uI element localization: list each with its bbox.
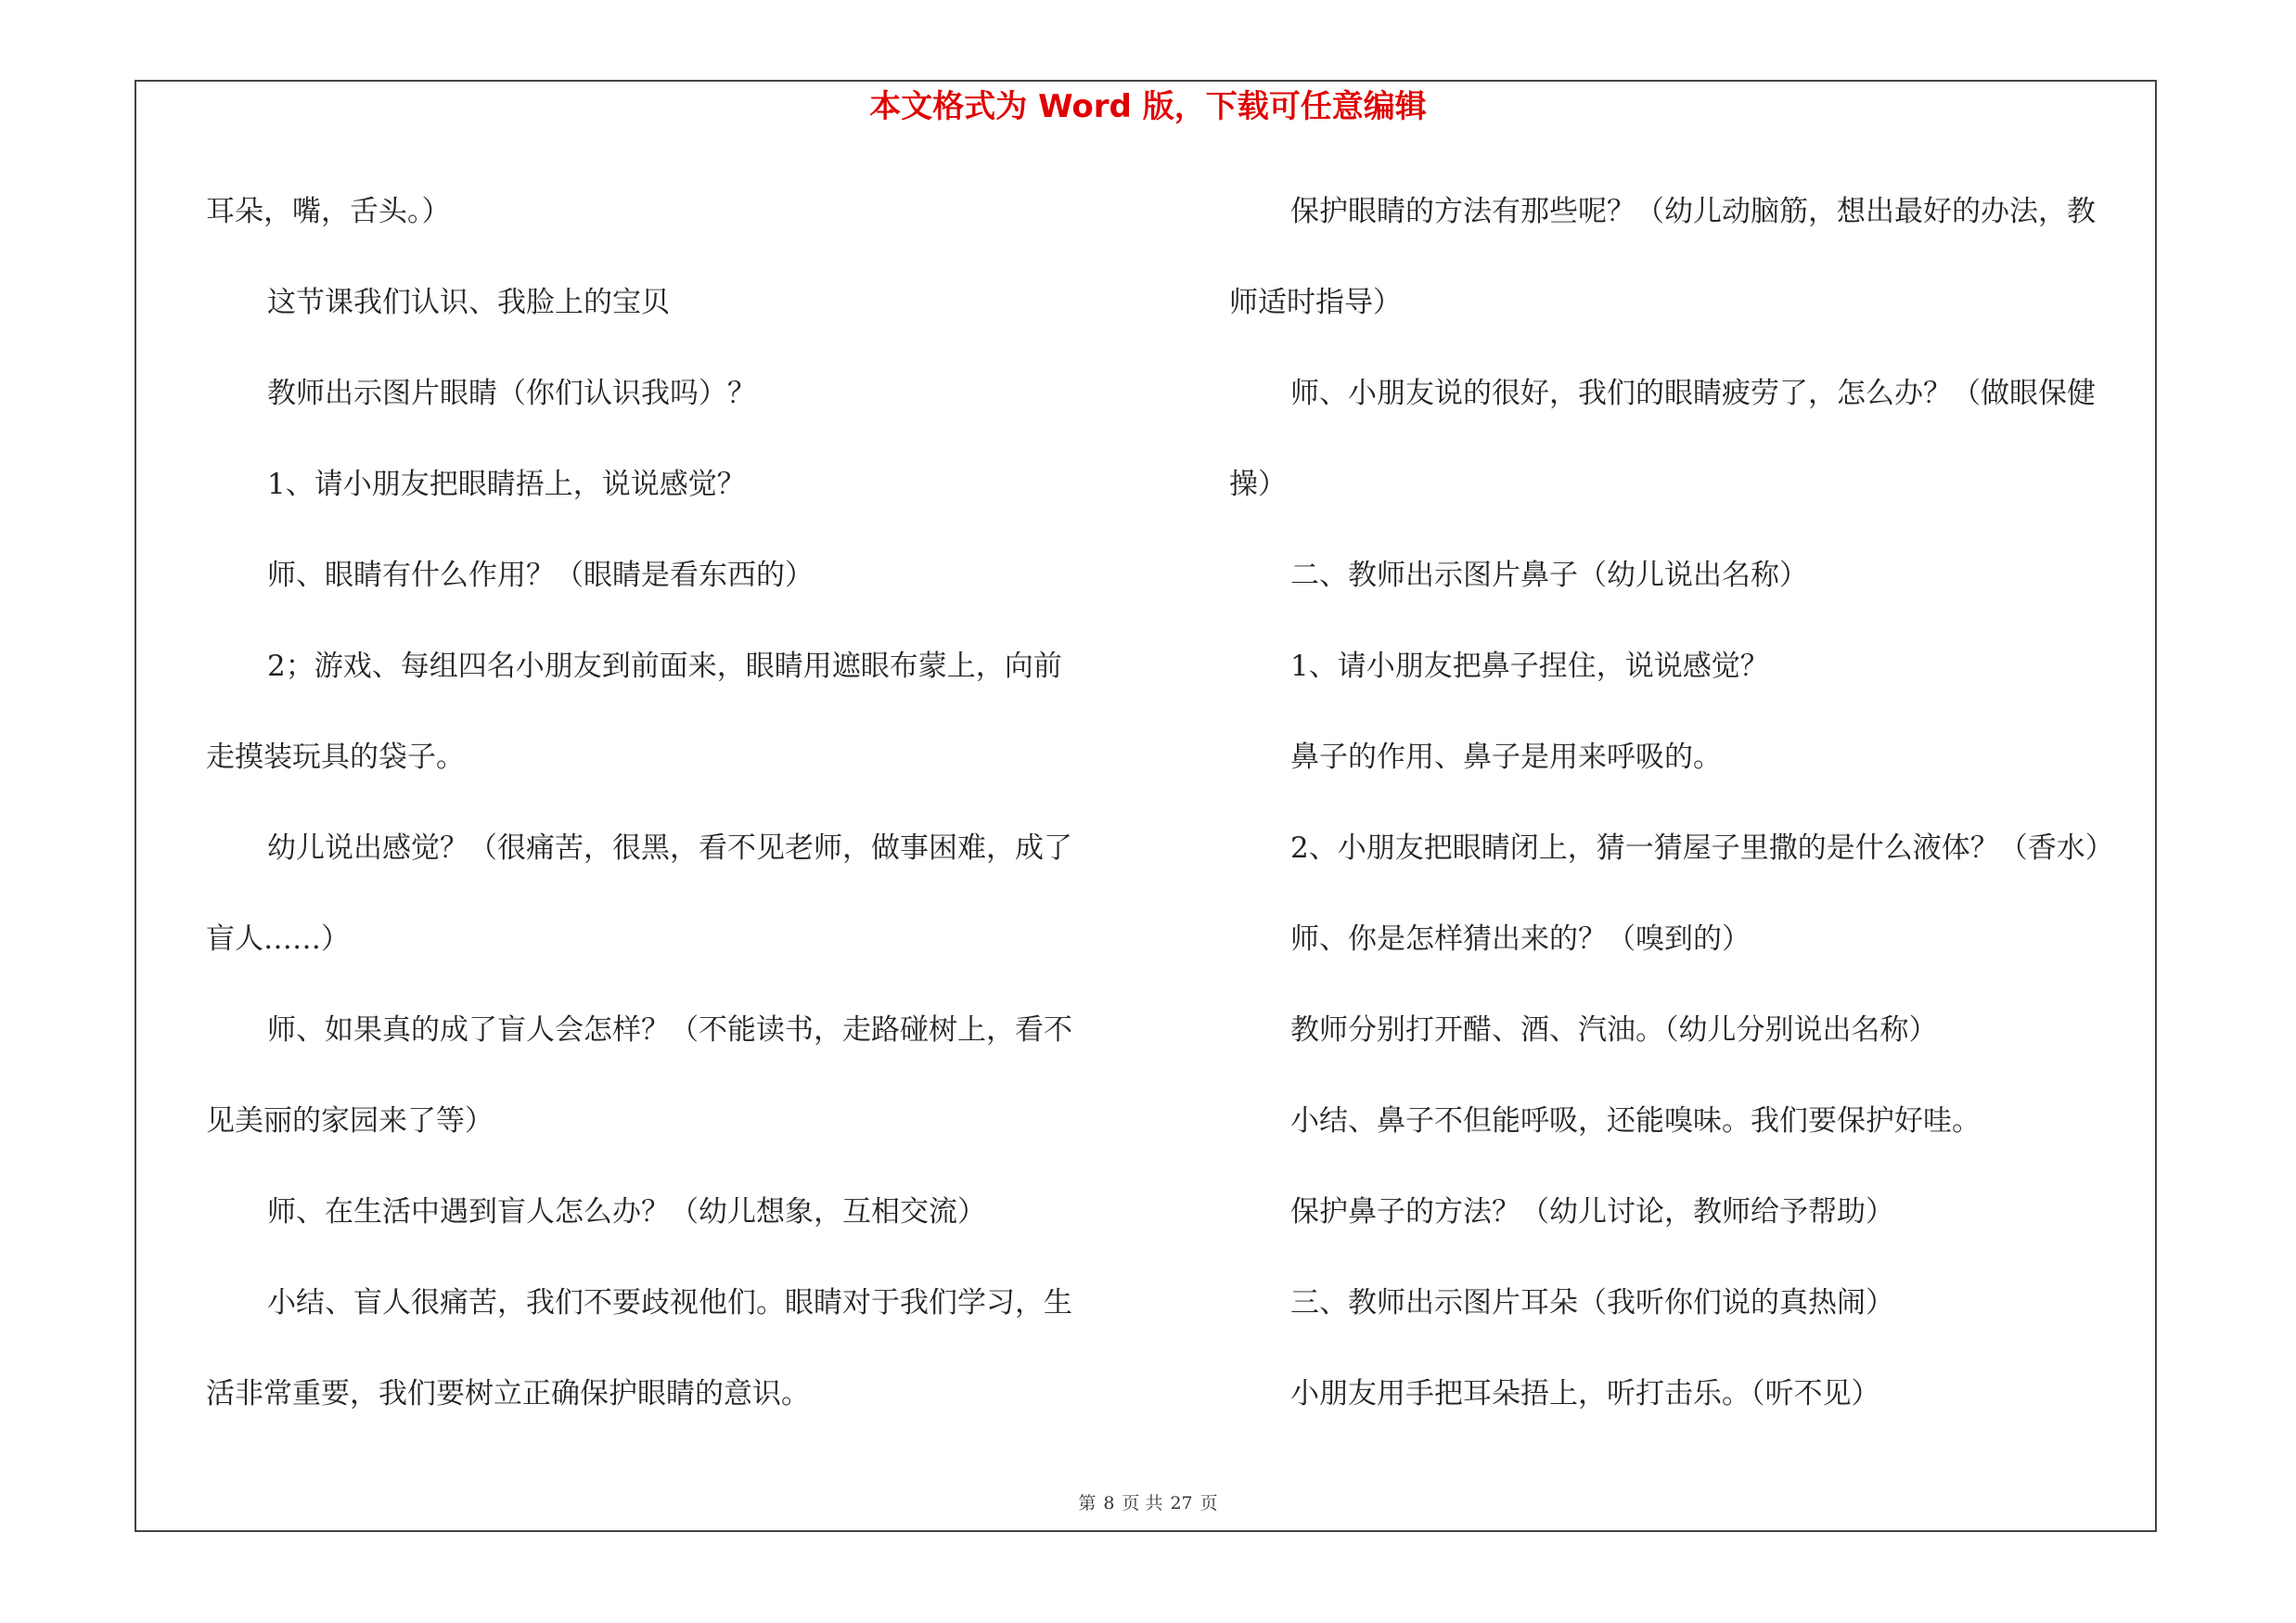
footer-mid: 页 共 [1122,1493,1163,1514]
paragraph-line: 幼儿说出感觉？（很痛苦，很黑，看不见老师，做事困难，成了 [267,831,1072,865]
footer-prefix: 第 [1078,1493,1097,1514]
paragraph-line: 师、如果真的成了盲人会怎样？（不能读书，走路碰树上，看不 [267,1013,1072,1047]
paragraph-line: 小朋友用手把耳朵捂上，听打击乐。（听不见） [1290,1377,1880,1410]
paragraph-line: 教师分别打开醋、酒、汽油。（幼儿分别说出名称） [1290,1013,1938,1047]
paragraph-line: 教师出示图片眼睛（你们认识我吗）？ [267,377,756,410]
paragraph-line: 见美丽的家园来了等） [206,1104,494,1138]
paragraph-line: 这节课我们认识、我脸上的宝贝 [267,286,670,319]
paragraph-line: 师、你是怎样猜出来的？（嗅到的） [1290,922,1751,956]
paragraph-line: 师、小朋友说的很好，我们的眼睛疲劳了，怎么办？（做眼保健 [1290,377,2096,410]
paragraph-line: 二、教师出示图片鼻子（幼儿说出名称） [1290,559,1808,592]
paragraph-line: 2；游戏、每组四名小朋友到前面来，眼睛用遮眼布蒙上，向前 [267,650,1062,683]
paragraph-line: 走摸装玩具的袋子。 [206,741,465,774]
paragraph-line: 师、眼睛有什么作用？（眼睛是看东西的） [267,559,814,592]
paragraph-line: 操） [1229,468,1287,501]
paragraph-line: 保护眼睛的方法有那些呢？（幼儿动脑筋，想出最好的办法，教 [1290,195,2096,228]
paragraph-line: 耳朵，嘴，舌头。） [206,195,451,228]
paragraph-line: 小结、盲人很痛苦，我们不要歧视他们。眼睛对于我们学习，生 [267,1286,1072,1320]
page-footer [0,1489,2296,1514]
paragraph-line: 活非常重要，我们要树立正确保护眼睛的意识。 [206,1377,810,1410]
paragraph-line: 1、请小朋友把眼睛捂上，说说感觉？ [267,468,746,501]
paragraph-line: 三、教师出示图片耳朵（我听你们说的真热闹） [1290,1286,1894,1320]
left-column [206,184,1161,1457]
paragraph-line: 鼻子的作用、鼻子是用来呼吸的。 [1290,741,1722,774]
paragraph-line: 保护鼻子的方法？（幼儿讨论，教师给予帮助） [1290,1195,1894,1229]
paragraph-line: 小结、鼻子不但能呼吸，还能嗅味。我们要保护好哇。 [1290,1104,1981,1138]
paragraph-line: 盲人……） [206,922,350,956]
total-pages: 27 [1170,1493,1193,1514]
paragraph-line: 2、小朋友把眼睛闭上，猜一猜屋子里撒的是什么液体？（香水） [1290,831,2114,865]
paragraph-line: 师、在生活中遇到盲人怎么办？（幼儿想象，互相交流） [267,1195,986,1229]
page-number: 8 [1103,1493,1115,1514]
paragraph-line: 1、请小朋友把鼻子捏住，说说感觉？ [1290,650,1769,683]
footer-suffix: 页 [1199,1493,1218,1514]
paragraph-line: 师适时指导） [1229,286,1402,319]
right-column [1229,184,2166,1457]
word-format-banner: 本文格式为 Word 版，下载可任意编辑 [869,88,1427,125]
